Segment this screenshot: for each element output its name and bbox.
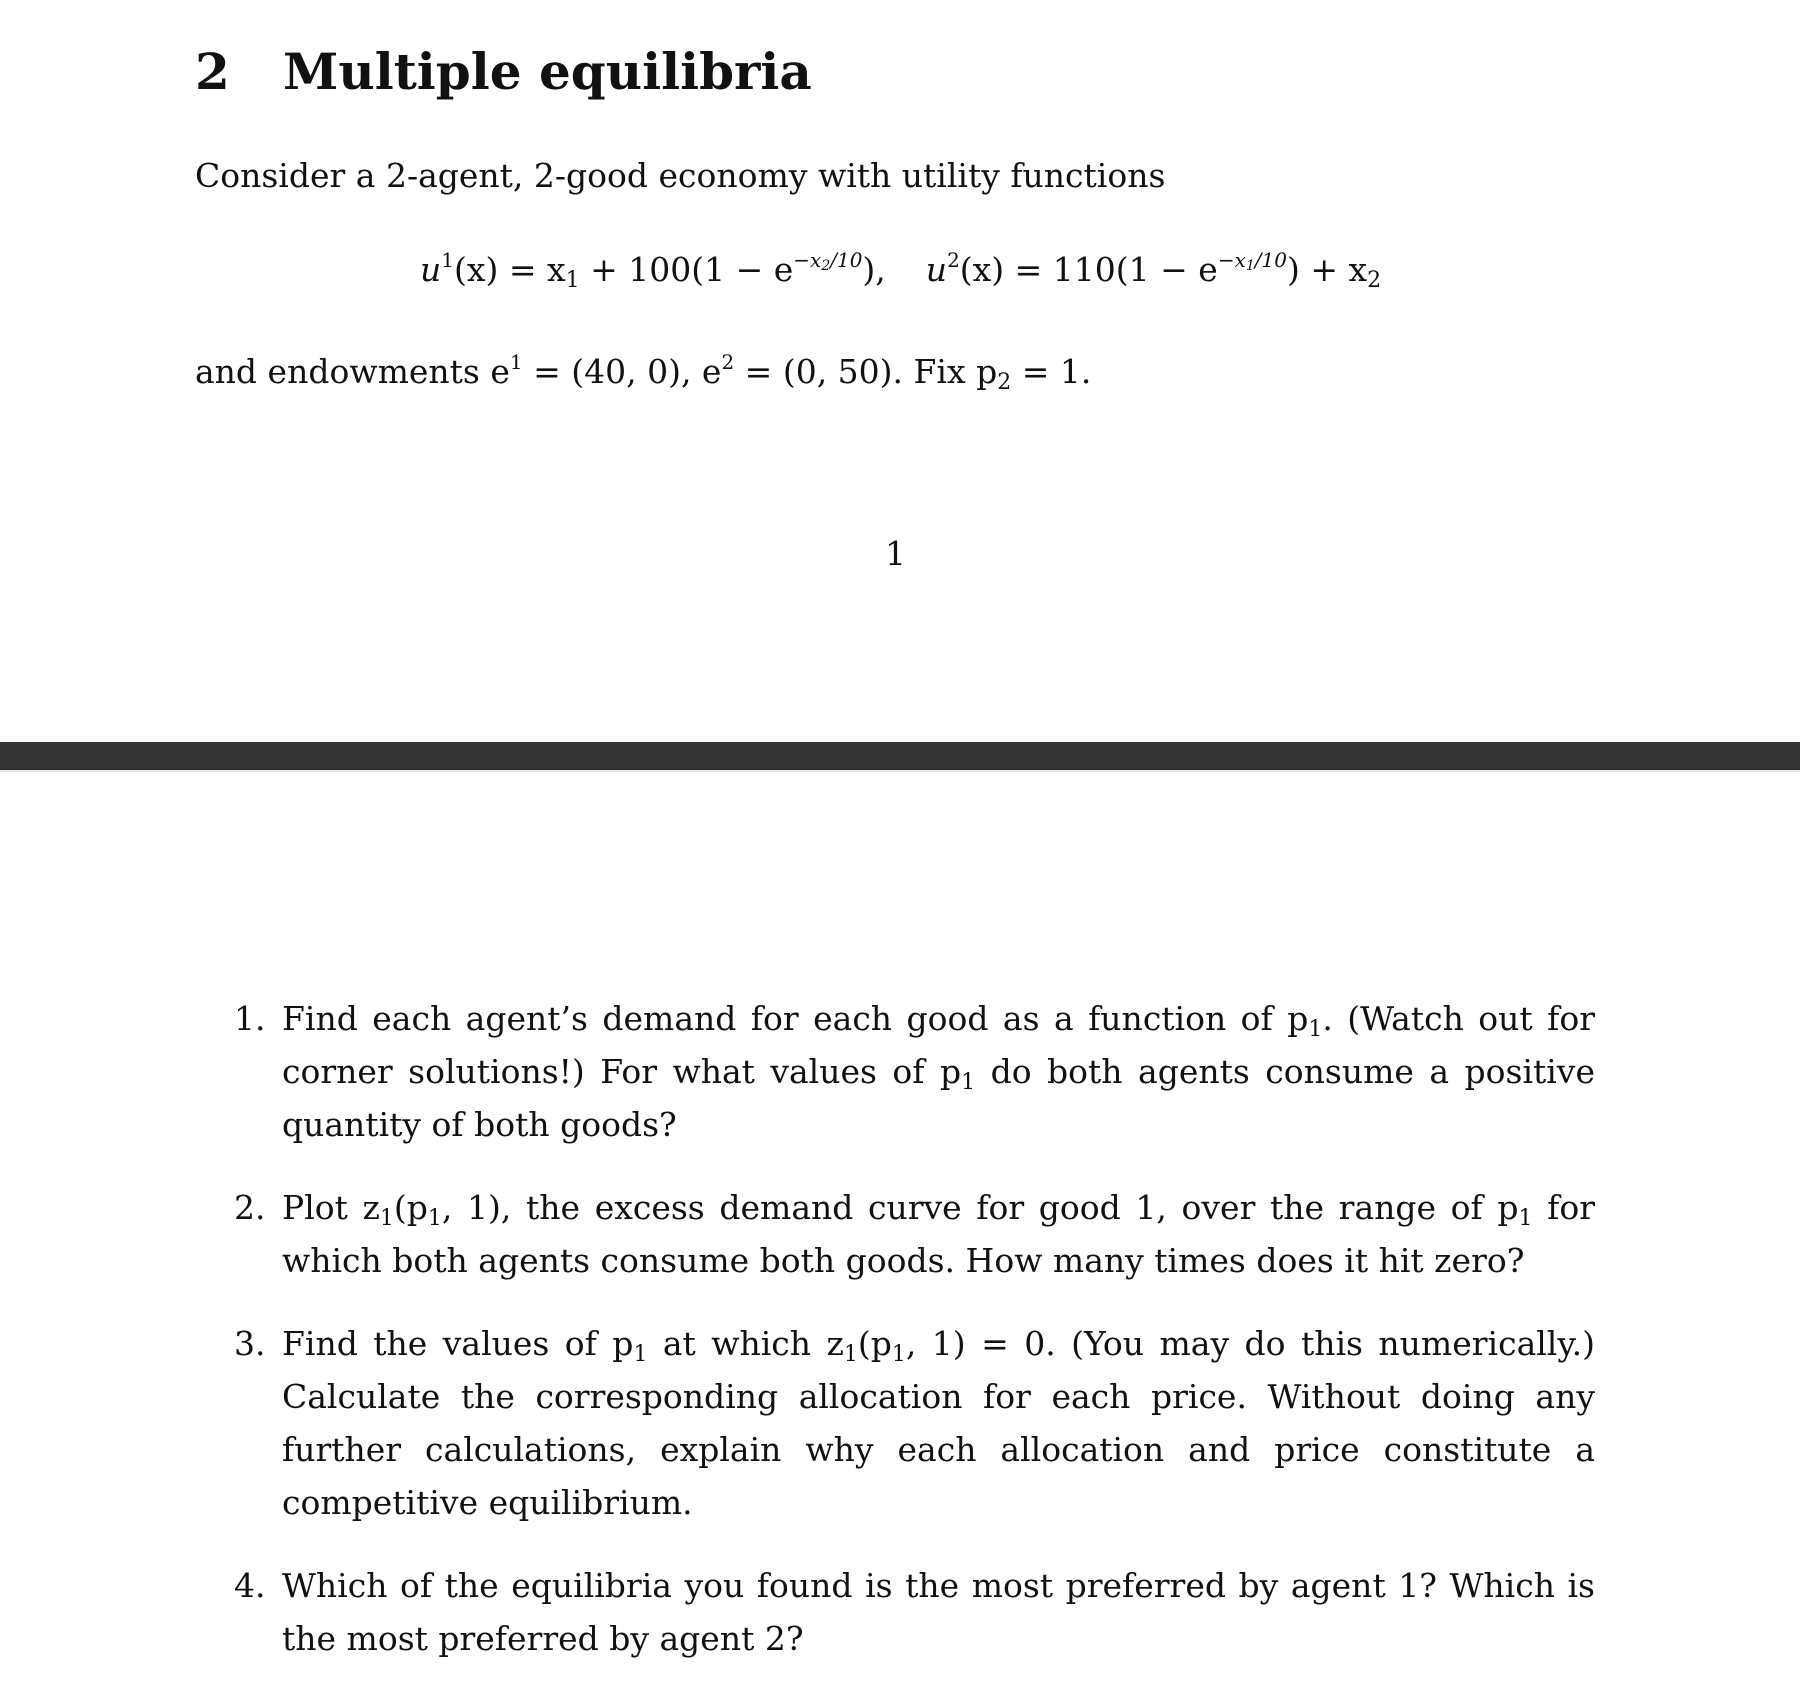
- section-title: Multiple equilibria: [283, 42, 812, 101]
- page-number: 1: [885, 534, 906, 573]
- question-item: [230, 992, 1595, 1151]
- question-item: [230, 1559, 1595, 1665]
- question-text: Which of the equilibria you found is the most preferred by agent 1? Which is the most preferred by agent 2?: [282, 1566, 1595, 1658]
- section-number: 2: [195, 42, 230, 101]
- question-text: Find each agent’s demand for each good as a function of $p_1$. (Watch out for corner solutions!) For what values of $p_1$ do both agents consume a positive quantity of both goods?: [282, 999, 1595, 1144]
- u1-x-subscript: 1: [565, 268, 580, 293]
- question-number: 2.: [234, 1188, 266, 1227]
- question-item: [230, 1181, 1595, 1287]
- u1-symbol: u: [420, 250, 442, 289]
- u1-arg: (x) = x: [454, 250, 566, 289]
- u2-exponent: −x1/10: [1217, 248, 1287, 274]
- question-number: 1.: [234, 999, 266, 1038]
- intro-paragraph: Consider a 2-agent, 2-good economy with utility functions: [195, 156, 1166, 195]
- u1-superscript: 1: [441, 248, 454, 272]
- section-heading: [195, 42, 812, 101]
- page-2: [0, 770, 1800, 1684]
- endowments-paragraph: and endowments $e^1 = (40$, 0), $e^2 = (0$, 50). Fix $p_2 = 1$.: [195, 350, 1092, 395]
- u1-close: ),: [862, 250, 886, 289]
- question-item: [230, 1317, 1595, 1529]
- u2-symbol: u: [925, 250, 948, 289]
- u1-exponent: −x2/10: [793, 248, 863, 274]
- u2-x-subscript: 2: [1367, 268, 1382, 293]
- question-text: Plot $z_1(p_1$, 1), the excess demand curve for good 1, over the range of $p_1$ for which both agents consume both goods. How many times does it hit zero?: [282, 1188, 1596, 1280]
- page-1: [0, 0, 1800, 742]
- u2-body: (x) = 110(1 − e: [959, 250, 1218, 289]
- utility-equation: [420, 248, 1382, 293]
- u2-superscript: 2: [947, 248, 960, 272]
- u2-close: ) + x: [1286, 250, 1368, 289]
- question-text: Find the values of $p_1$ at which $z_1(p_1$, 1) = 0. (You may do this numerically.) Calculate the corresponding allocation for each price. Without doing any further calculations, explain why each allocation and price constitute a competitive equilibrium.: [282, 1324, 1595, 1522]
- page-divider: [0, 742, 1800, 770]
- question-list: [230, 992, 1595, 1695]
- question-number: 3.: [234, 1324, 266, 1363]
- u1-body: + 100(1 − e: [579, 250, 794, 289]
- question-number: 4.: [234, 1566, 266, 1605]
